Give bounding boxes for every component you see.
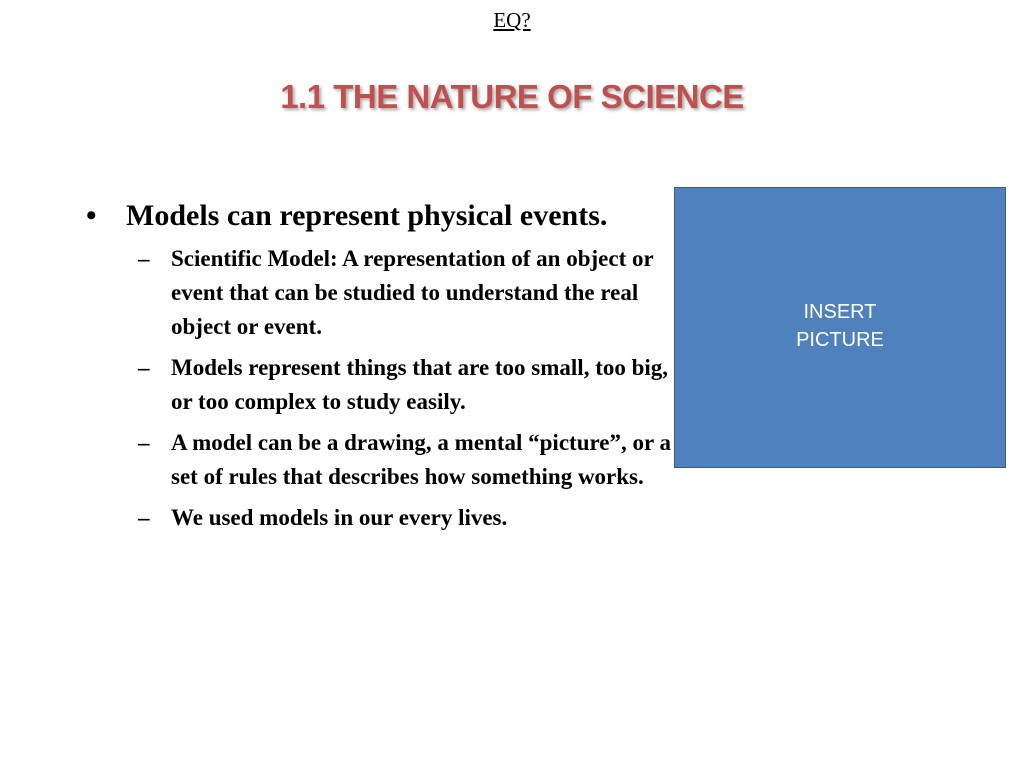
sub-bullet-text: Models represent things that are too small, too big, or too complex to study easily. bbox=[171, 355, 669, 414]
placeholder-line-1: INSERT bbox=[803, 301, 877, 323]
sub-bullet-list bbox=[82, 242, 672, 535]
placeholder-line-2: PICTURE bbox=[796, 329, 884, 351]
bullet-marker: • bbox=[86, 199, 97, 232]
bullet-content bbox=[82, 196, 672, 542]
sub-bullet bbox=[82, 351, 672, 419]
sub-bullet bbox=[82, 242, 672, 344]
placeholder-label bbox=[675, 298, 1005, 354]
sub-bullet bbox=[82, 501, 672, 535]
dash-marker: – bbox=[138, 355, 150, 380]
essential-question-link[interactable]: EQ? bbox=[493, 8, 531, 32]
sub-bullet-text: Scientific Model: A representation of an object or event that can be studied to understand the real object or event. bbox=[171, 246, 654, 339]
picture-placeholder[interactable] bbox=[674, 187, 1006, 468]
slide-title: 1.1 THE NATURE OF SCIENCE bbox=[280, 78, 744, 115]
sub-bullet-text: We used models in our every lives. bbox=[171, 505, 508, 530]
main-bullet-text: Models can represent physical events. bbox=[126, 199, 608, 232]
sub-bullet-text: A model can be a drawing, a mental “picture”, or a set of rules that describes how something works. bbox=[171, 430, 672, 489]
main-bullet bbox=[82, 196, 672, 236]
dash-marker: – bbox=[138, 246, 150, 271]
dash-marker: – bbox=[138, 430, 150, 455]
sub-bullet bbox=[82, 426, 672, 494]
dash-marker: – bbox=[138, 505, 150, 530]
